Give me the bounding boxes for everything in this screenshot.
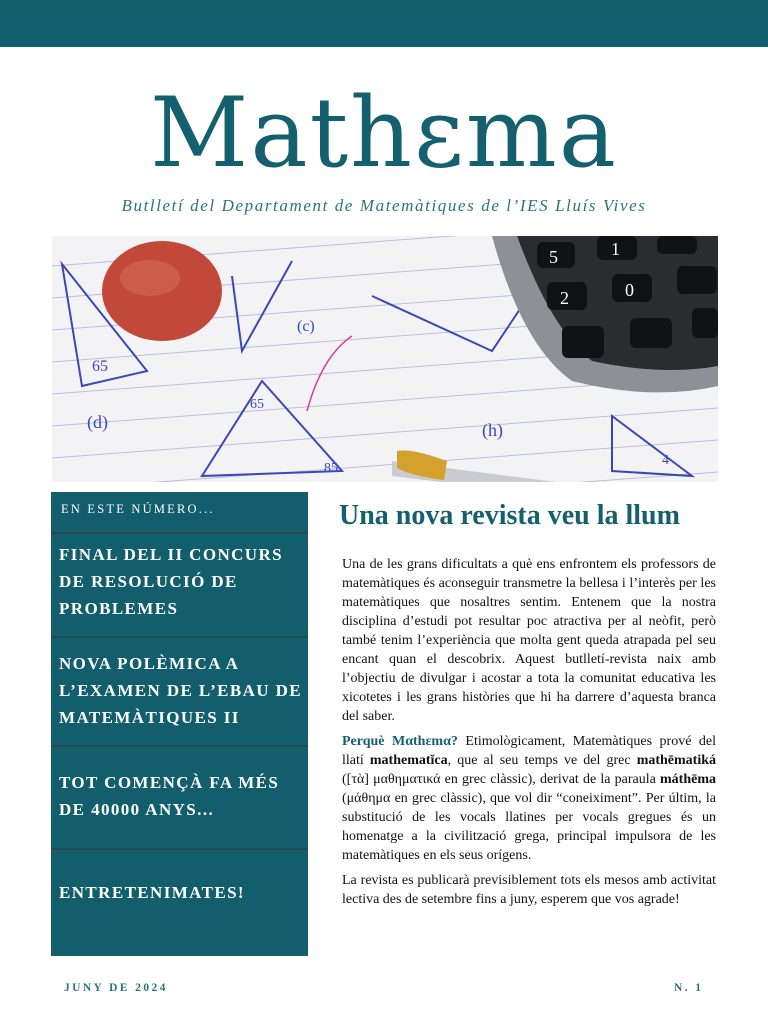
calculator-key-label: 5 xyxy=(549,247,558,267)
sidebar-heading: EN ESTE NÚMERO... xyxy=(61,502,215,516)
sidebar-item-40000-anys[interactable]: TOT COMENÇÀ FA MÉS DE 40000 ANYS... xyxy=(59,773,280,819)
article-paragraph: Perquè Mαthεmα? Etimològicament, Matemàtiques prové del llatí mathematĭca, que al seu temps ve del grec mathēmatiká ([τὰ] μαθηματικά en grec clàssic), derivat de la paraula máthēma (μάθημα en grec clàssic), que vol dir “coneiximent”. Per últim, la substitució de les vocals llatines per vocals gregues és un homenatge a la civilització grega, principal impulsora de les matemàtiques en els seus orígens. xyxy=(342,734,717,863)
article-headline: Una nova revista veu la llum xyxy=(339,500,680,531)
term-greek: mathēmatiká xyxy=(636,753,717,768)
sidebar-divider xyxy=(51,745,308,747)
cover-photo xyxy=(52,236,718,482)
term-mathema: máthēma xyxy=(660,772,716,787)
masthead-title: Mathεma xyxy=(150,77,618,189)
math-desk-illustration xyxy=(52,236,718,482)
photo-label: 4 xyxy=(662,453,669,468)
photo-label: (d) xyxy=(87,412,108,432)
sidebar-divider xyxy=(51,532,308,534)
photo-label: 65 xyxy=(92,358,108,375)
sidebar-item-ebau[interactable]: NOVA POLÈMICA A L’EXAMEN DE L’EBAU DE MATEMÀTIQUES II xyxy=(59,654,303,727)
photo-label: 65 xyxy=(250,397,264,412)
calculator-key-label: 2 xyxy=(560,288,569,308)
calculator-key-label: 0 xyxy=(625,280,634,300)
issue-date: JUNY DE 2024 xyxy=(64,982,168,994)
article-paragraph: La revista es publicarà previsiblement tots els mesos amb activitat lectiva des de setembre fins a juny, esperem que vos agrade! xyxy=(342,873,716,907)
issue-number: N. 1 xyxy=(674,982,704,994)
masthead-subtitle: Butlletí del Departament de Matemàtiques de l’IES Lluís Vives xyxy=(121,196,647,215)
sidebar-divider xyxy=(51,848,308,850)
sidebar-item-concurs[interactable]: FINAL DEL II CONCURS DE RESOLUCIÓ DE PROBLEMES xyxy=(59,545,284,618)
sidebar-item-entretenimates[interactable]: ENTRETENIMATES! xyxy=(59,883,245,902)
term-latin: mathematĭca xyxy=(369,753,448,768)
top-color-bar xyxy=(0,0,768,47)
calculator-key-label: 1 xyxy=(611,239,620,259)
photo-label: (h) xyxy=(482,420,503,440)
sidebar-contents xyxy=(51,492,308,956)
article-body xyxy=(342,555,716,915)
sidebar-divider xyxy=(51,636,308,638)
photo-label: (c) xyxy=(297,318,315,335)
article-paragraph: Una de les grans dificultats a què ens enfrontem els professors de matemàtiques és aconseguir transmetre la bellesa i l’interès per les matemàtiques que nosaltres sentim. Entenem que la nostra disciplina d’estudi pot resultar poc atractiva per al neòfit, però també tenim l’experiència que molta gent queda atrapada pel seu encant quan el descobrix. Aquest butlletí-revista naix amb l’objectiu de divulgar i acostar a tota la comunitat educativa les xicotetes i les grans històries que hi ha darrere d’aquesta branca del saber. xyxy=(342,557,716,724)
etymology-lead: Perquè Mαthεmα? xyxy=(342,734,458,749)
photo-label: 85 xyxy=(324,461,338,476)
